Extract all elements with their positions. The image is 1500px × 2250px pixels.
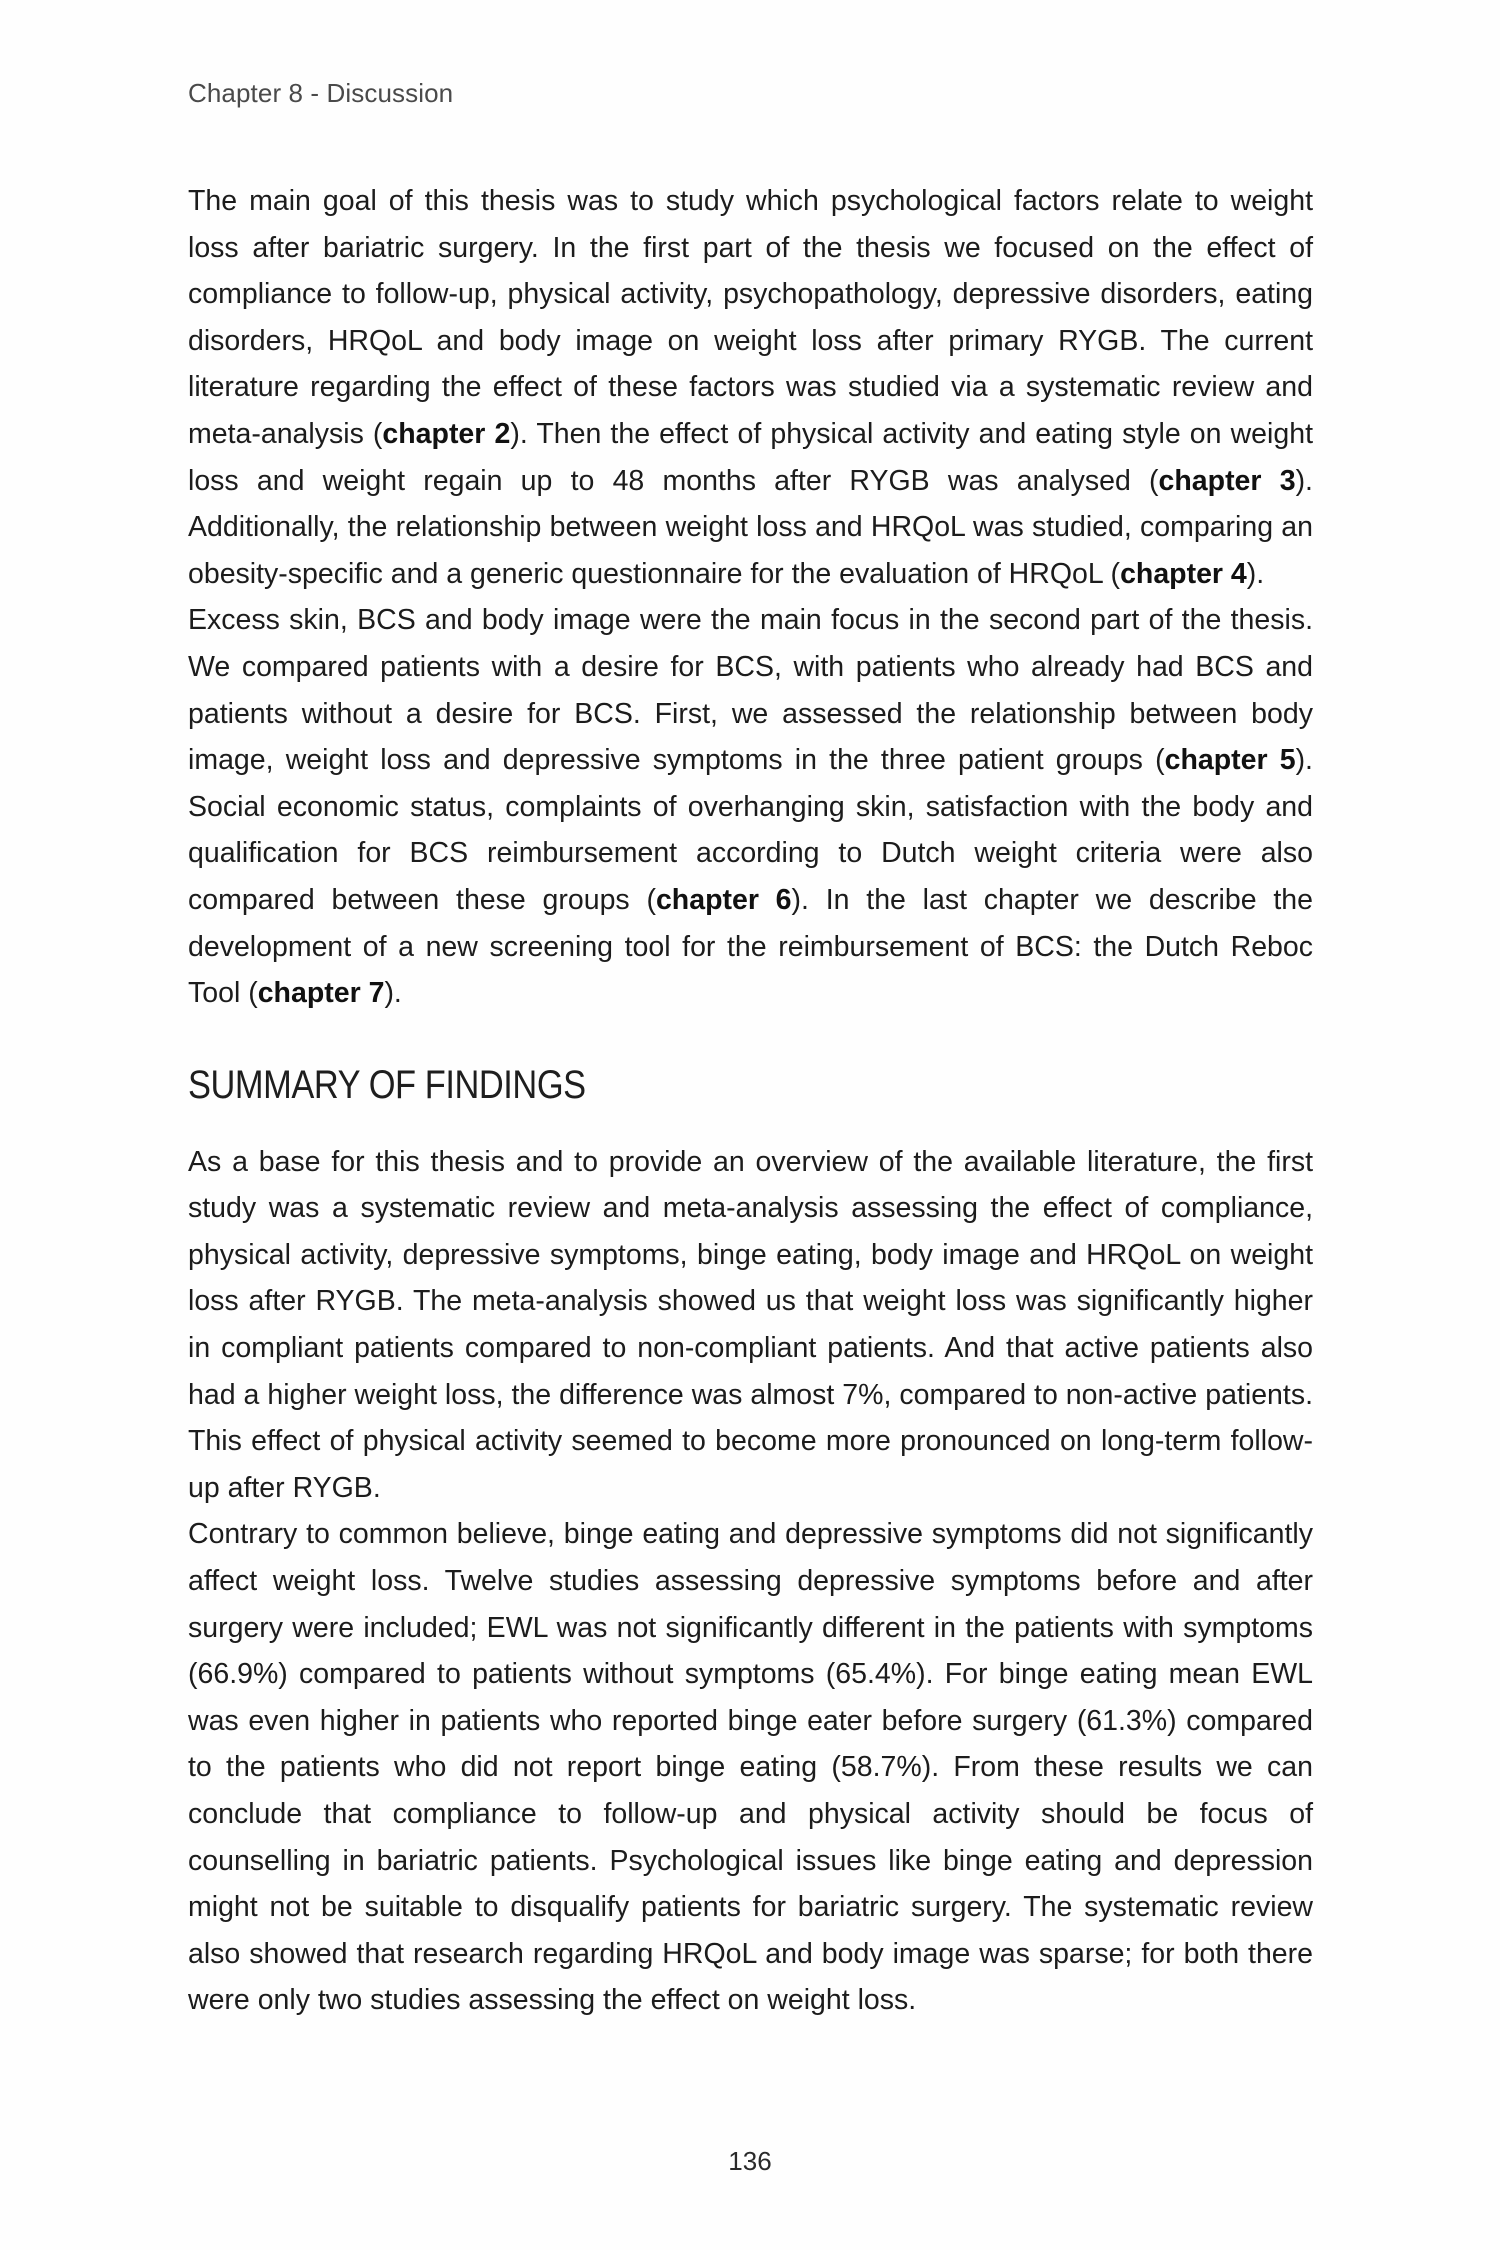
section-heading-summary-of-findings: SUMMARY OF FINDINGS xyxy=(188,1062,586,1107)
running-head: Chapter 8 - Discussion xyxy=(188,78,454,108)
intro-paragraph-2: Excess skin, BCS and body image were the main focus in the second part of the thesis. We compared patients with a desire for BCS, with patients who already had BCS and patients without a desire for BCS. First, we assessed the relationship between body image, weight loss and depressive symptoms in the three patient groups (chapter 5). Social economic status, complaints of overhanging skin, satisfaction with the body and qualification for BCS reimbursement according to Dutch weight criteria were also compared between these groups (chapter 6). In the last chapter we describe the development of a new screening tool for the reimbursement of BCS: the Dutch Reboc Tool (chapter 7). xyxy=(188,604,1313,1010)
summary-paragraph-2: Contrary to common believe, binge eating and depressive symptoms did not significantly affect weight loss. Twelve studies assessing depressive symptoms before and after surgery were included; EWL was not significantly different in the patients with symptoms (66.9%) compared to patients without symptoms (65.4%). For binge eating mean EWL was even higher in patients who reported binge eater before surgery (61.3%) compared to the patients who did not report binge eating (58.7%). From these results we can conclude that compliance to follow-up and physical activity should be focus of counselling in bariatric patients. Psychological issues like binge eating and depression might not be suitable to disqualify patients for bariatric surgery. The systematic review also showed that research regarding HRQoL and body image was sparse; for both there were only two studies assessing the effect on weight loss. xyxy=(188,1518,1313,2017)
page-body xyxy=(188,178,1313,2024)
intro-paragraph-1: The main goal of this thesis was to study which psychological factors relate to weight loss after bariatric surgery. In the first part of the thesis we focused on the effect of compliance to follow-up, physical activity, psychopathology, depressive disorders, eating disorders, HRQoL and body image on weight loss after primary RYGB. The current literature regarding the effect of these factors was studied via a systematic review and meta-analysis (chapter 2). Then the effect of physical activity and eating style on weight loss and weight regain up to 48 months after RYGB was analysed (chapter 3). Additionally, the relationship between weight loss and HRQoL was studied, comparing an obesity-specific and a generic questionnaire for the evaluation of HRQoL (chapter 4). xyxy=(188,185,1313,590)
chapter-reference: chapter 2 xyxy=(382,417,511,450)
chapter-reference: chapter 7 xyxy=(257,977,385,1010)
chapter-reference: chapter 5 xyxy=(1164,744,1296,777)
chapter-reference: chapter 4 xyxy=(1120,557,1247,590)
chapter-reference: chapter 3 xyxy=(1158,464,1296,497)
summary-paragraph-1: As a base for this thesis and to provide an overview of the available literature, the first study was a systematic review and meta-analysis assessing the effect of compliance, physical activity, depressive symptoms, binge eating, body image and HRQoL on weight loss after RYGB. The meta-analysis showed us that weight loss was significantly higher in compliant patients compared to non-compliant patients. And that active patients also had a higher weight loss, the difference was almost 7%, compared to non-active patients. This effect of physical activity seemed to become more pronounced on long-term follow-up after RYGB. xyxy=(188,1145,1313,1504)
page-number: 136 xyxy=(728,2146,772,2176)
chapter-reference: chapter 6 xyxy=(655,883,792,916)
